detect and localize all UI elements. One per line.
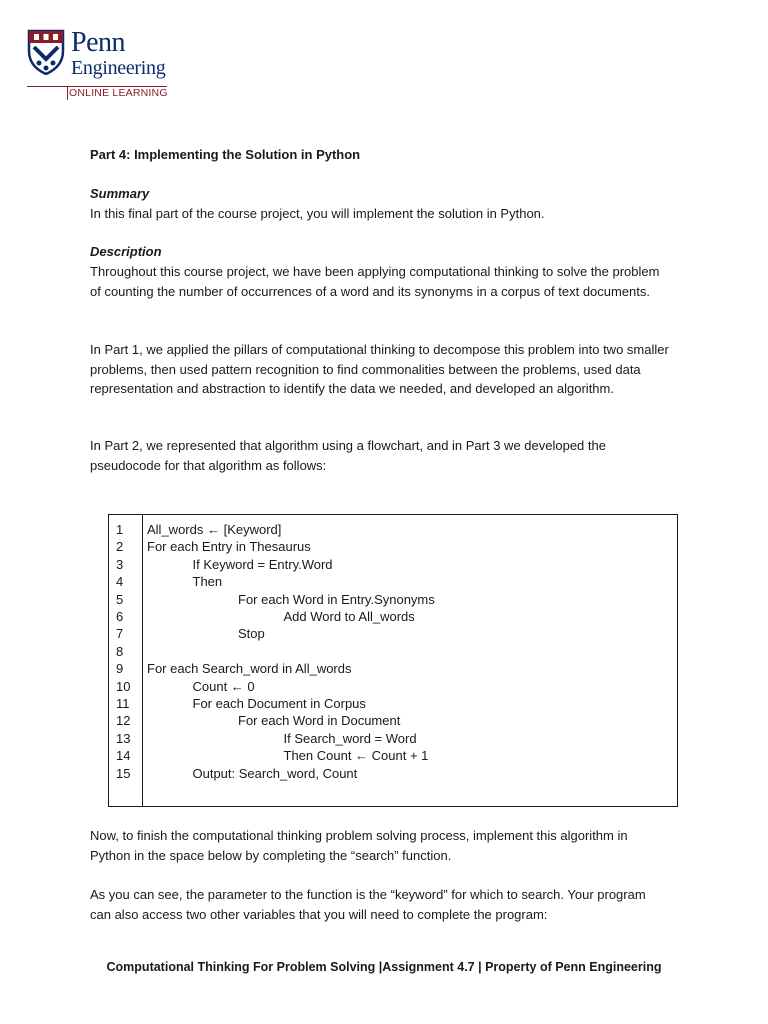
pseudocode-line-number: 15: [116, 765, 131, 781]
pseudocode-line: [109, 712, 677, 729]
pseudocode-line: [109, 591, 677, 608]
pseudocode-line-number: 8: [116, 643, 124, 659]
logo-engineering-text: Engineering: [71, 57, 166, 79]
pseudocode-line-number: 2: [116, 539, 124, 555]
description-heading: Description: [90, 244, 162, 259]
pseudocode-line-code: All_words ← [Keyword]: [147, 522, 282, 537]
pseudocode-line-number: 11: [116, 696, 130, 711]
pseudocode-line-number: 1: [116, 522, 124, 537]
pseudocode-line: [109, 765, 677, 782]
pseudocode-line-code: For each Word in Document: [238, 713, 401, 729]
pseudocode-line: [109, 660, 677, 677]
pseudocode-line-code: Add Word to All_words: [283, 609, 415, 624]
pseudocode-line-number: 14: [116, 748, 131, 764]
closing-paragraph-2: As you can see, the parameter to the function is the “keyword” for which to search. Your program can also access two other variables that you will need to complete the program:: [90, 887, 646, 922]
pseudocode-line-code: Stop: [238, 626, 265, 642]
pseudocode-line: [109, 643, 677, 660]
pseudocode-line-code: Count ← 0: [192, 678, 255, 694]
pseudocode-line-number: 13: [116, 730, 131, 746]
pseudocode-box: [108, 514, 678, 807]
pseudocode-line: [109, 678, 677, 695]
logo-tagline: ONLINE LEARNING: [69, 87, 168, 99]
closing-paragraph-1: Now, to finish the computational thinking problem solving process, implement this algorithm in Python in the space below by completing the “search” function.: [90, 828, 628, 863]
pseudocode-line-code: Then: [192, 574, 223, 590]
pseudocode-line-number: 5: [116, 591, 124, 607]
penn-engineering-logo: [27, 29, 177, 101]
pseudocode-line: [109, 608, 677, 625]
pseudocode-line: [109, 730, 677, 747]
pseudocode-line-code: For each Search_word in All_words: [147, 661, 352, 677]
summary-text: In this final part of the course project, you will implement the solution in Python.: [90, 206, 545, 221]
pseudocode-line-code: If Search_word = Word: [283, 730, 417, 746]
pseudocode-line: [109, 521, 677, 538]
page-title: Part 4: Implementing the Solution in Python: [90, 147, 361, 162]
pseudocode-line-number: 10: [116, 678, 131, 694]
pseudocode-line: [109, 538, 677, 555]
logo-divider-vertical: [67, 86, 68, 100]
page-footer: Computational Thinking For Problem Solving |Assignment 4.7 | Property of Penn Engineering: [106, 960, 662, 974]
penn-shield-icon: [27, 29, 65, 75]
pseudocode-line: [109, 573, 677, 590]
pseudocode-line-number: 12: [116, 713, 131, 729]
pseudocode-line-code: Output: Search_word, Count: [192, 765, 358, 781]
pseudocode-line-code: Then Count ← Count + 1: [283, 748, 429, 764]
pseudocode-line-number: 6: [116, 609, 124, 624]
description-paragraph-2: In Part 1, we applied the pillars of computational thinking to decompose this problem into two smaller problems, then used pattern recognition to find commonalities between the problems, used data representation and abstraction to identify the data we needed, and developed an algorithm.: [90, 342, 669, 396]
pseudocode-line-code: If Keyword = Entry.Word: [192, 556, 333, 572]
pseudocode-line: [109, 556, 677, 573]
description-paragraph-3: In Part 2, we represented that algorithm using a flowchart, and in Part 3 we developed the pseudocode for that algorithm as follows:: [90, 438, 606, 473]
pseudocode-line-code: For each Entry in Thesaurus: [147, 539, 311, 555]
logo-penn-text: Penn: [71, 27, 125, 58]
pseudocode-line-code: For each Document in Corpus: [192, 696, 366, 711]
summary-heading: Summary: [90, 186, 150, 201]
pseudocode-line-number: 4: [116, 574, 124, 590]
pseudocode-line: [109, 695, 677, 712]
pseudocode-line-number: 9: [116, 661, 124, 677]
pseudocode-line-number: 7: [116, 626, 124, 642]
pseudocode-line-code: For each Word in Entry.Synonyms: [238, 591, 435, 607]
pseudocode-line-number: 3: [116, 556, 124, 572]
pseudocode-line: [109, 747, 677, 764]
description-paragraph-1: Throughout this course project, we have been applying computational thinking to solve the problem of counting the number of occurrences of a word and its synonyms in a corpus of text documents.: [90, 264, 660, 299]
pseudocode-line: [109, 625, 677, 642]
